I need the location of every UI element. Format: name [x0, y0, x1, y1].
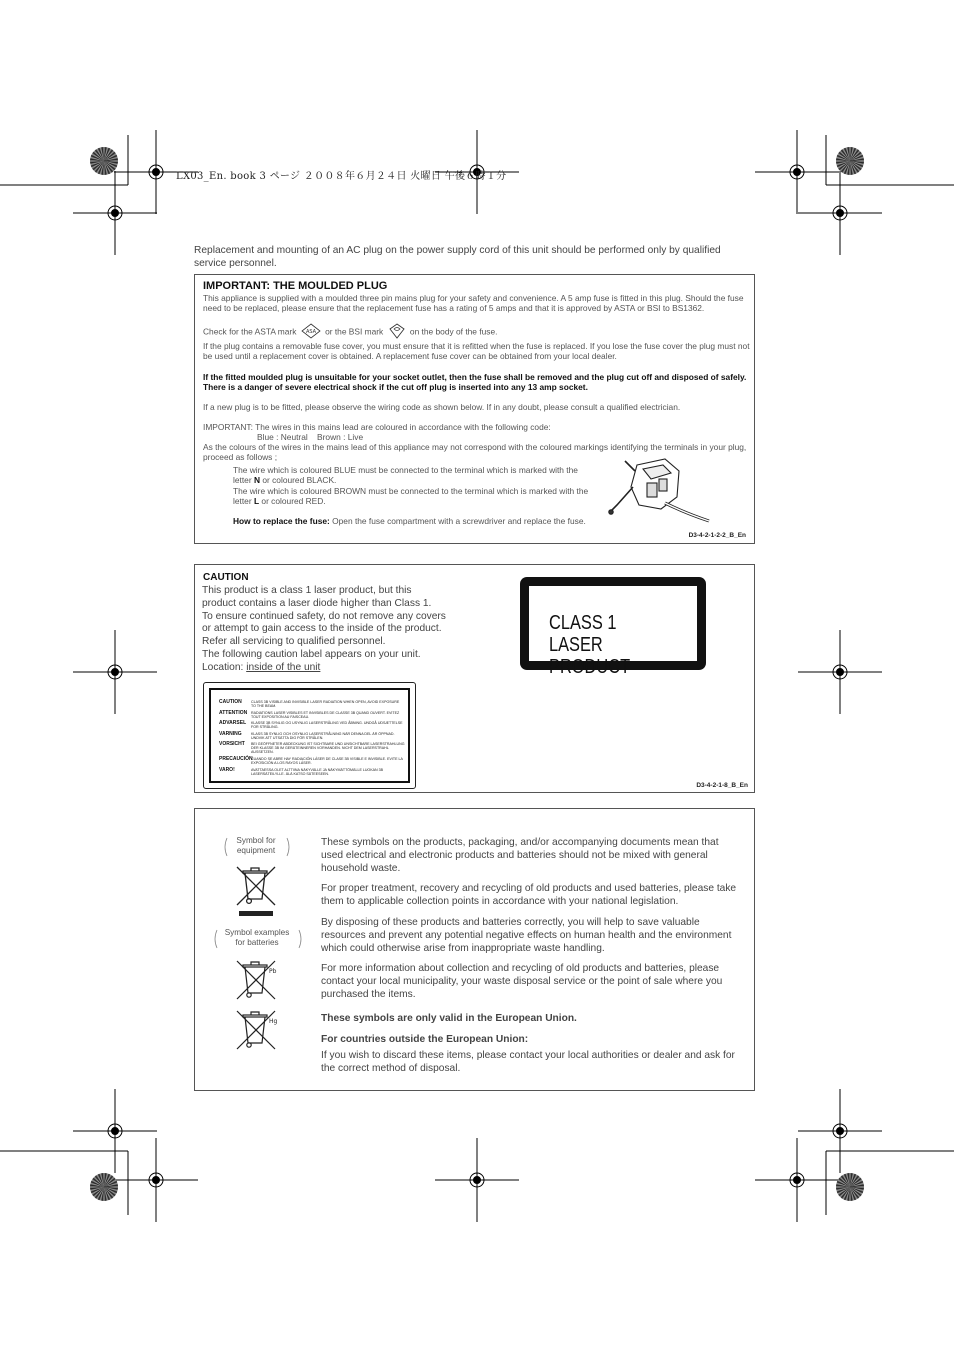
plug-warning-paragraph: If the fitted moulded plug is unsuitable for your socket outlet, then the fuse shall be removed and the plug cut off and disposed of safely. There is a danger of severe electrical shock if the cut off plug is inserted into any 13 amp socket.: [203, 372, 747, 393]
weee-outside-eu-heading: For countries outside the European Union:: [321, 1034, 529, 1045]
plug-ref-code: D3-4-2-1-2-2_B_En: [688, 532, 746, 539]
fuse-body-text: on the body of the fuse.: [409, 326, 498, 337]
caution-text: This product is a class 1 laser product, but this product contains a laser diode higher than Class 1. To ensure continued safety, do not remove any covers or attempt to gain access to the inside of the product. Refer all servicing to qualified personnel. The following caution label appears on your unit. Location: inside of the unit: [202, 585, 446, 673]
svg-text:Hg: Hg: [269, 1018, 278, 1025]
registration-starburst: [836, 1173, 864, 1201]
svg-text:Pb: Pb: [269, 968, 277, 975]
symbol-batteries-label: Symbol examples for batteries: [224, 928, 290, 947]
warning-label-text: KLASSE 3B SYNLIG OG USYNLIG LASERSTRÅLING VED ÅBNING. UNDGÅ UDSÆTTELSE FOR STRÅLING.: [251, 721, 403, 730]
crossed-bin-equipment-icon: [235, 863, 277, 919]
caution-title: CAUTION: [203, 572, 249, 583]
warning-label-text: CUANDO SE ABRE HAY RADIACIÓN LÁSER DE CLASE 3B VISIBLE E INVISIBLE. EVITE LA EXPOSICIÓN A LOS RAYOS LÁSER.: [251, 756, 403, 765]
registration-starburst: [90, 1173, 118, 1201]
equipment-label-brackets: [213, 834, 301, 862]
crossed-bin-battery-icon-2: [235, 1009, 277, 1053]
weee-paragraph-7: If you wish to discard these items, please contact your local authorities or dealer and ask for the correct method of disposal.: [321, 1050, 735, 1074]
label-location-value: inside of the unit: [246, 661, 321, 673]
warning-label-text: RADIATIONS LASER VISIBLES ET INVISIBLES DE CLASSE 3B QUAND OUVERT. EVITEZ TOUT EXPOSITION AU FAISCEAU.: [251, 710, 400, 719]
bsi-kitemark-icon: [389, 323, 405, 341]
moulded-plug-illustration: [605, 457, 715, 529]
blue-wire-text: The wire which is coloured BLUE must be connected to the terminal which is marked with the letter N or coloured BLACK.: [233, 465, 578, 486]
warning-label-text: AVATTAESSA OLET ALTTIINA NÄKYVÄLLE JA NÄKYMÄTTÖMÄLLE LUOKAN 3B LASERSÄTEILYLLE. ÄLÄ KATSO SÄTEESEEN.: [251, 767, 384, 776]
plug-paragraph-3: If the plug contains a removable fuse cover, you must ensure that it is refitted when the fuse is replaced. If you lose the fuse cover the plug must not be used until a replacement cover is obtained. A replacement fuse cover can be obtained from your local dealer.: [203, 341, 750, 362]
warning-label-rows: [219, 700, 405, 778]
weee-eu-only: These symbols are only valid in the European Union.: [321, 1013, 577, 1024]
warning-label-row: [219, 732, 405, 740]
warning-label-row: [219, 757, 405, 765]
warning-label-text: BEI GEÖFFNETER ABDECKUNG IST SICHTBARE UND UNSICHTBARE LASERSTRAHLUNG DER KLASSE 3B IM GERÄTEINNEREN VORHANDEN. NICHT DEM LASERSTRAHL AUSSETZEN.: [251, 742, 405, 755]
crossed-bin-battery-icon-1: [235, 959, 277, 1003]
registration-starburst: [836, 147, 864, 175]
warning-label-language: ATTENTION: [219, 709, 248, 716]
symbol-for-equipment-label: Symbol for equipment: [236, 836, 276, 855]
weee-paragraph-4: For more information about collection and recycling of old products and batteries, please contact your local municipality, your waste disposal service or the point of sale where you purchased the items.: [321, 963, 723, 1000]
warning-label-language: PRECAUCIÓN: [219, 755, 253, 762]
asta-bsi-line: [203, 323, 751, 341]
registration-starburst: [90, 147, 118, 175]
warning-label-language: VARNING: [219, 730, 242, 737]
warning-label-text: CLASS 3B VISIBLE AND INVISIBLE LASER RADIATION WHEN OPEN, AVOID EXPOSURE TO THE BEAM.: [251, 700, 400, 708]
warning-label-row: [219, 768, 405, 776]
wire-colour-code: Blue : Neutral Brown : Live: [257, 432, 364, 442]
laser-warning-label: [203, 682, 416, 789]
asta-text: Check for the ASTA mark: [203, 326, 297, 337]
weee-paragraph-3: By disposing of these products and batteries correctly, you will help to save valuable resources and prevent any potential negative effects on human health and the environment which could otherwise arise from inappropriate waste handling.: [321, 917, 732, 954]
warning-label-text: KLASS 3B SYNLIG OCH OSYNLIG LASERSTRÅLNING NÄR DENNA DEL ÄR ÖPPNAD. UNDVIK ATT UTSÄTTA DIG FÖR STRÅLEN.: [251, 731, 395, 740]
ac-plug-intro: Replacement and mounting of an AC plug on the power supply cord of this unit should be performed only by qualified service personnel.: [194, 245, 721, 269]
warning-label-row: [219, 742, 405, 754]
warning-label-row: [219, 700, 405, 708]
svg-text:ASA: ASA: [305, 329, 316, 335]
caution-ref-code: D3-4-2-1-8_B_En: [696, 782, 748, 789]
laser-label-text: CLASS 1 LASER PRODUCT: [549, 612, 631, 678]
warning-label-language: ADVARSEL: [219, 720, 247, 727]
laser-caution-box: [194, 564, 755, 793]
moulded-plug-title: IMPORTANT: THE MOULDED PLUG: [203, 280, 388, 292]
warning-label-language: CAUTION: [219, 699, 242, 705]
brown-wire-text: The wire which is coloured BROWN must be connected to the terminal which is marked with the letter L or coloured RED.: [233, 486, 589, 507]
moulded-plug-box: [194, 274, 755, 544]
plug-paragraph-1: This appliance is supplied with a moulded three pin mains plug for your safety and convenience. A 5 amp fuse is fitted in this plug. Should the fuse need to be replaced, please ensure that the replacement fuse has a rating of 5 amps and that it is approved by ASTA or BSI to BS1362.: [203, 293, 744, 314]
battery-label-brackets: [209, 926, 307, 954]
book-header-line: LX03_En. book 3 ページ ２００８年６月２４日 火曜日 午後６時１分: [176, 171, 507, 182]
plug-paragraph-6: IMPORTANT: The wires in this mains lead are coloured in accordance with the following code:: [203, 422, 551, 432]
warning-label-language: VARO!: [219, 766, 235, 773]
plug-paragraph-7: As the colours of the wires in the mains lead of this appliance may not correspond with the coloured markings identifying the terminals in your plug, proceed as follows ;: [203, 442, 747, 463]
weee-paragraph-2: For proper treatment, recovery and recycling of old products and used batteries, please take them to applicable collection points in accordance with your national legislation.: [321, 883, 737, 907]
weee-paragraph-1: These symbols on the products, packaging, and/or accompanying documents mean that used electrical and electronic products and batteries should not be mixed with general household waste.: [321, 837, 719, 874]
warning-label-language: VORSICHT: [219, 741, 245, 748]
bsi-text: or the BSI mark: [325, 326, 384, 337]
class1-laser-label: [520, 577, 706, 678]
weee-box: [194, 808, 755, 1091]
plug-paragraph-5: If a new plug is to be fitted, please observe the wiring code as shown below. If in any doubt, please consult a qualified electrician.: [203, 402, 681, 412]
warning-label-row: [219, 721, 405, 729]
fuse-replace-line: How to replace the fuse: Open the fuse compartment with a screwdriver and replace the fuse.: [233, 516, 586, 526]
warning-label-row: [219, 711, 405, 719]
asta-mark-icon: [302, 324, 320, 340]
